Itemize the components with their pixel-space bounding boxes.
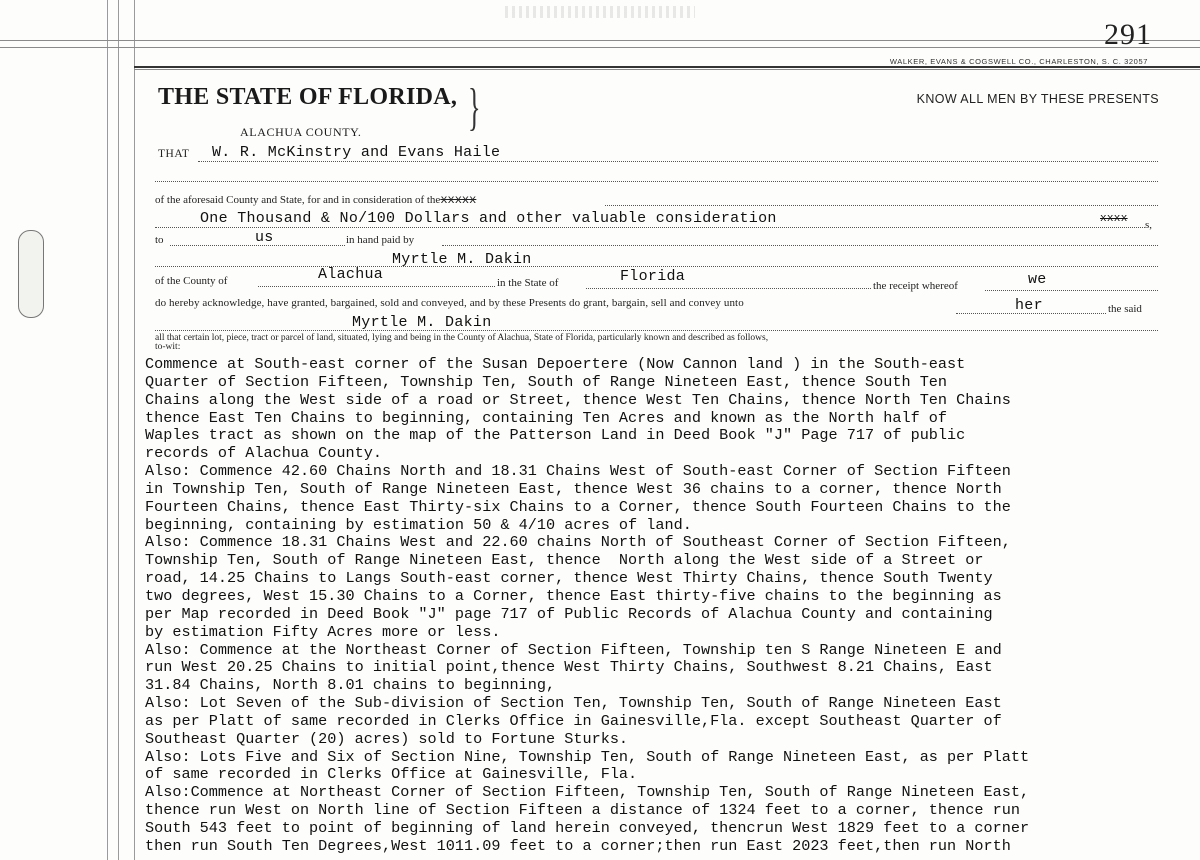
legal-description-line: beginning, containing by estimation 50 & 4/10 acres of land. (145, 515, 692, 534)
state-field: Florida (620, 268, 686, 285)
fill-line (155, 227, 1145, 228)
header-rule (0, 40, 1200, 41)
legal-description-line: Southeast Quarter (20) acres) sold to Fortune Sturks. (145, 729, 629, 748)
fill-line (155, 330, 1158, 331)
legal-description-line: Also: Lots Five and Six of Section Nine, Township Ten, South of Range Nineteen East, as per Platt (145, 747, 1030, 766)
margin-rule (134, 0, 135, 860)
margin-rule (107, 0, 108, 860)
parcel-intro: all that certain lot, piece, tract or parcel of land, situated, lying and being in the County of Alachua, State of Florida, particularly known and described as follows, (155, 333, 769, 343)
header-rule (134, 69, 1200, 70)
legal-description-line: Also: Commence 18.31 Chains West and 22.60 chains North of Southeast Corner of Section Fifteen, (145, 533, 1011, 552)
page-title: THE STATE OF FLORIDA, (158, 84, 458, 110)
legal-description-line: records of Alachua County. (145, 444, 382, 463)
legal-description-line: Also: Commence at the Northeast Corner of Section Fifteen, Township ten S Range Nineteen E and (145, 640, 1002, 659)
the-said-label: the said (1108, 303, 1142, 315)
binder-hole (18, 230, 44, 318)
header-rule (0, 47, 1200, 48)
legal-description-line: thence East Ten Chains to beginning, containing Ten Acres and known as the North half of (145, 408, 948, 427)
legal-description-line: thence run West on North line of Section Fifteen a distance of 1324 feet to a corner, thence run (145, 801, 1020, 820)
legal-description-line: Fourteen Chains, thence East Thirty-six Chains to a Corner, thence South Fourteen Chains to the (145, 497, 1011, 516)
county-heading: ALACHUA COUNTY. (240, 125, 362, 139)
legal-description-line: Township Ten, South of Range Nineteen East, thence North along the West side of a Street or (145, 551, 984, 570)
know-all-men-heading: KNOW ALL MEN BY THESE PRESENTS (916, 92, 1159, 106)
struck-word: xxxxx (440, 193, 477, 207)
brace-mark: } (468, 79, 481, 136)
legal-description-line: as per Platt of same recorded in Clerks Office in Gainesville,Fla. except Southeast Quarter of (145, 711, 1002, 730)
consideration-suffix: s, (1145, 219, 1153, 231)
of-county-label: of the County of (155, 275, 228, 287)
legal-description-line: in Township Ten, South of Range Nineteen East, thence West 36 chains to a corner, thence North (145, 479, 1002, 498)
fill-line (155, 181, 1158, 182)
legal-description-line: Also: Lot Seven of the Sub-division of Section Ten, Township Ten, South of Range Nineteen East (145, 694, 1002, 713)
fill-line (442, 245, 1158, 246)
legal-description (145, 356, 1185, 856)
legal-description-line: Also: Commence 42.60 Chains North and 18.31 Chains West of South-east Corner of Section Fifteen (145, 462, 1011, 481)
consideration-intro: of the aforesaid County and State, for and in consideration of thexxxxx (155, 193, 477, 207)
legal-description-line: Waples tract as shown on the map of the Patterson Land in Deed Book "J" Page 717 of public (145, 426, 966, 445)
in-hand-paid-label: in hand paid by (346, 234, 415, 246)
page-number: 291 (1104, 18, 1152, 51)
legal-description-line: of same recorded in Clerks Office at Gainesville, Fla. (145, 765, 638, 784)
legal-description-line: per Map recorded in Deed Book "J" page 717 of Public Records of Alachua County and containing (145, 604, 993, 623)
grantee-field-2: Myrtle M. Dakin (352, 314, 492, 331)
that-label: THAT (158, 148, 190, 160)
fill-line (605, 205, 1158, 206)
receipt-label: the receipt whereof (873, 280, 958, 292)
fill-line (198, 161, 1158, 162)
legal-description-line: road, 14.25 Chains to Langs South-east corner, thence West Thirty Chains, thence South Twenty (145, 569, 993, 588)
margin-rule (118, 0, 119, 860)
fill-line (155, 266, 1158, 267)
stamp-smudge (505, 6, 695, 18)
grantors-field: W. R. McKinstry and Evans Haile (212, 144, 501, 161)
legal-description-line: Quarter of Section Fifteen, Township Ten, South of Range Nineteen East, thence South Ten (145, 372, 948, 391)
fill-line (258, 286, 495, 287)
in-state-label: in the State of (497, 277, 559, 289)
receipt-field: we (1028, 271, 1047, 288)
county-field: Alachua (318, 266, 384, 283)
parcel-intro-to-wit: to-wit: (155, 342, 181, 352)
legal-description-line: by estimation Fifty Acres more or less. (145, 622, 501, 641)
fill-line (586, 288, 871, 289)
to-field: us (255, 229, 274, 246)
unto-field: her (1015, 297, 1043, 314)
legal-description-line: two degrees, West 15.30 Chains to a Corner, thence East thirty-five chains to the beginning as (145, 586, 1002, 605)
fill-line (956, 313, 1106, 314)
fill-line (985, 290, 1158, 291)
legal-description-line: Commence at South-east corner of the Susan Depoertere (Now Cannon land ) in the South-east (145, 355, 966, 373)
legal-description-line: Also:Commence at Northeast Corner of Section Fifteen, Township Ten, South of Range Nineteen East, (145, 783, 1030, 802)
to-label: to (155, 234, 164, 246)
grantee-field: Myrtle M. Dakin (392, 251, 532, 268)
printer-imprint: WALKER, EVANS & COGSWELL CO., CHARLESTON, S. C. 32057 (889, 57, 1148, 66)
consideration-end: xxxx (1100, 213, 1128, 225)
consideration-amount: One Thousand & No/100 Dollars and other valuable consideration (200, 210, 777, 227)
acknowledge-text: do hereby acknowledge, have granted, bargained, sold and conveyed, and by these Presents do grant, bargain, sell and convey unto (155, 297, 744, 309)
legal-description-line: 31.84 Chains, North 8.01 chains to beginning, (145, 676, 556, 695)
legal-description-line: South 543 feet to point of beginning of land herein conveyed, thencrun West 1829 feet to a corner (145, 818, 1030, 837)
header-rule (134, 66, 1200, 68)
legal-description-line: run West 20.25 Chains to initial point,thence West Thirty Chains, Southwest 8.21 Chains, East (145, 658, 993, 677)
legal-description-line: Chains along the West side of a road or Street, thence West Ten Chains, thence North Ten Chains (145, 390, 1011, 409)
fill-line (170, 245, 345, 246)
legal-description-line: then run South Ten Degrees,West 1011.09 feet to a corner;then run East 2023 feet,then run North (145, 836, 1011, 855)
